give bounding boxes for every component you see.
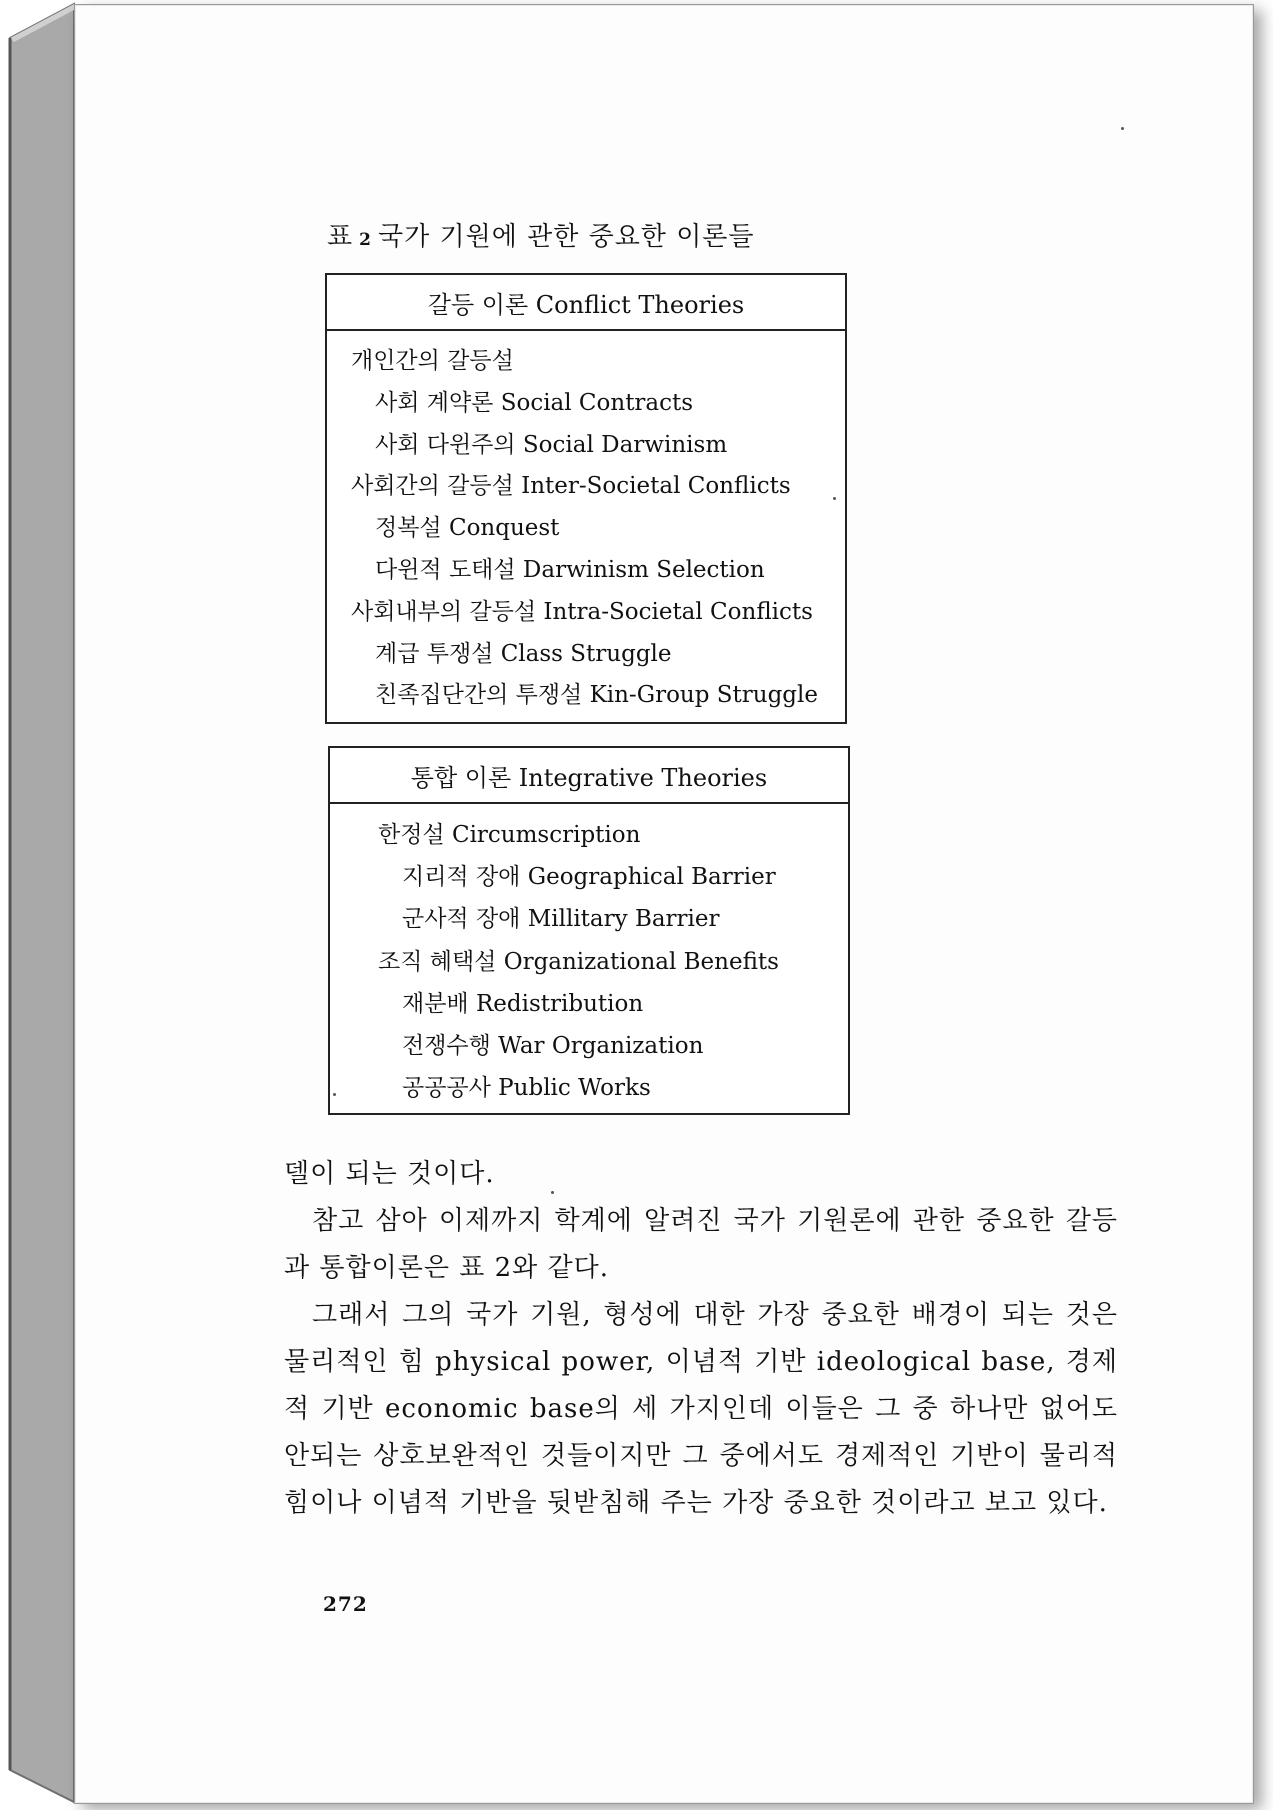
list-item: 군사적 장애 Millitary Barrier	[402, 906, 720, 933]
page-number: 272	[323, 1592, 368, 1616]
list-item: 사회 다윈주의 Social Darwinism	[375, 431, 728, 458]
list-item: 친족집단간의 투쟁설 Kin-Group Struggle	[375, 682, 818, 709]
list-item: 조직 혜택설 Organizational Benefits	[378, 948, 779, 975]
integrative-theories-table	[328, 746, 850, 1115]
list-item: 사회간의 갈등설 Inter-Societal Conflicts	[351, 473, 791, 500]
paragraph: 그래서 그의 국가 기원, 형성에 대한 가장 중요한 배경이 되는 것은 물리적인 힘 physical power, 이념적 기반 ideological base, 경제적 기반 economic base의 세 가지인데 이들은 그 중 하나만 없어도 안되는 상호보완적인 것들이지만 그 중에서도 경제적인 기반이 물리적 힘이나 이념적 기반을 뒷받침해 주는 가장 중요한 것이라고 보고 있다.	[284, 1300, 1118, 1518]
integrative-theories-list	[330, 804, 848, 1109]
list-item: 다윈적 도태설 Darwinism Selection	[375, 556, 765, 583]
list-item: 지리적 장애 Geographical Barrier	[402, 864, 776, 891]
list-item: 개인간의 갈등설	[351, 348, 514, 374]
paragraph: 델이 되는 것이다.	[284, 1159, 495, 1189]
list-item: 공공공사 Public Works	[402, 1075, 651, 1102]
list-item: 한정설 Circumscription	[378, 822, 641, 848]
list-item: 사회 계약론 Social Contracts	[375, 389, 694, 416]
list-item: 계급 투쟁설 Class Struggle	[375, 640, 672, 667]
caption-prefix: 표	[327, 222, 354, 252]
scan-speck	[833, 497, 836, 500]
body-text	[284, 1151, 1118, 1527]
list-item: 전쟁수행 War Organization	[402, 1032, 704, 1059]
table-caption	[327, 216, 755, 253]
conflict-theories-list	[327, 331, 845, 717]
paragraph: 참고 삼아 이제까지 학계에 알려진 국가 기원론에 관한 중요한 갈등과 통합이론은 표 2와 같다.	[284, 1206, 1118, 1283]
scan-speck	[1121, 127, 1124, 130]
scan-speck	[551, 1191, 554, 1194]
conflict-theories-header: 갈등 이론 Conflict Theories	[327, 275, 845, 331]
book-spine	[0, 0, 78, 1806]
conflict-theories-table	[325, 273, 847, 724]
list-item: 정복설 Conquest	[375, 515, 560, 542]
list-item: 재분배 Redistribution	[402, 990, 644, 1017]
list-item: 사회내부의 갈등설 Intra-Societal Conflicts	[351, 598, 813, 625]
book-spine-graphic	[0, 0, 78, 1806]
caption-number: 2	[359, 230, 372, 250]
integrative-theories-header: 통합 이론 Integrative Theories	[330, 748, 848, 804]
scan-speck	[333, 1093, 336, 1096]
caption-title: 국가 기원에 관한 중요한 이론들	[377, 222, 755, 252]
